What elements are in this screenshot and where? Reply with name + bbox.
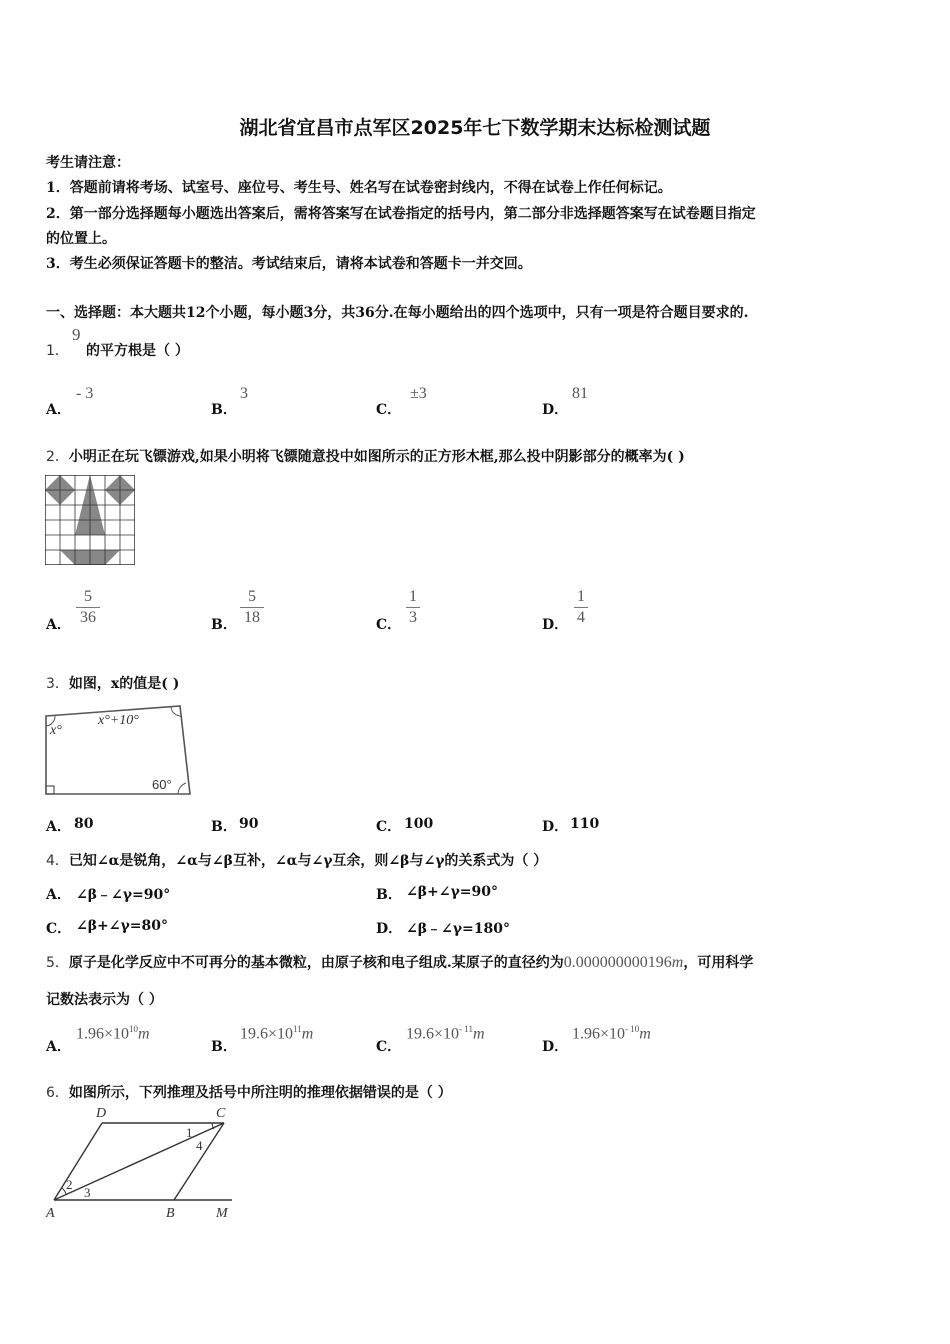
label-angle-1: 1 [186, 1125, 193, 1140]
question-2 [46, 446, 685, 466]
q5-option-b-label: B． [211, 1039, 237, 1055]
notice-item-3: 3．考生必须保证答题卡的整洁。考试结束后，请将本试卷和答题卡一并交回。 [46, 256, 532, 272]
q1-option-c-value: ±3 [410, 385, 427, 402]
q5-option-a-label: A． [46, 1039, 71, 1055]
q2-option-c-numerator: 1 [409, 588, 417, 605]
q2-option-c-denominator: 3 [409, 609, 417, 626]
label-60: 60° [152, 777, 172, 792]
q5-option-d-value: $1.96\times 10^{- 10}m$ [572, 1024, 651, 1043]
q3-option-d-value: 110 [570, 816, 600, 832]
q4-option-b-value: ∠β+∠γ=90° [406, 884, 498, 900]
q3-option-d-label: D． [542, 819, 569, 835]
q2-option-a-denominator: 36 [80, 609, 96, 626]
q5-option-d-label: D． [542, 1039, 569, 1055]
q4-option-c-value: ∠β+∠γ=80° [76, 918, 168, 934]
q2-option-b-numerator: 5 [248, 588, 256, 605]
q1-number: 1． [46, 343, 69, 359]
question-4 [46, 850, 547, 870]
q4-option-a-value: ∠β﹣∠γ=90° [76, 887, 171, 903]
label-b: B [166, 1206, 175, 1221]
question-6 [46, 1082, 452, 1102]
q1-option-a-label: A． [46, 402, 71, 418]
q3-option-a-value: 80 [74, 816, 94, 832]
q2-option-a-fraction [76, 588, 100, 627]
q3-option-c-label: C． [376, 819, 402, 835]
q2-text: 小明正在玩飞镖游戏,如果小明将飞镖随意投中如图所示的正方形木框,那么投中阴影部分的概率为( ) [68, 449, 685, 465]
label-x: x° [50, 723, 62, 738]
label-c: C [216, 1106, 226, 1121]
q2-number: 2． [46, 449, 69, 465]
q5-text-b: ，可用科学 [683, 955, 754, 971]
q4-option-d-label: D． [376, 921, 403, 937]
q1-option-d-label: D． [542, 402, 569, 418]
notice-item-2: 2．第一部分选择题每小题选出答案后，需将答案写在试卷指定的括号内，第二部分非选择题答案写在试卷题目指定 [46, 206, 756, 222]
label-m: M [216, 1206, 228, 1221]
q4-text: 已知∠α是锐角，∠α与∠β互补，∠α与∠γ互余，则∠β与∠γ的关系式为（ ） [68, 853, 548, 869]
q2-option-b-label: B． [211, 617, 237, 633]
q4-option-b-label: B． [376, 887, 402, 903]
label-angle-4: 4 [196, 1138, 203, 1153]
question-1 [46, 340, 69, 360]
q1-option-b-value: 3 [240, 385, 248, 402]
q5-value: 0.000000000196 [563, 954, 672, 971]
q3-option-c-value: 100 [404, 816, 434, 832]
q5-text-c: 记数法表示为（ ） [46, 992, 163, 1008]
label-x-plus-10: x°+10° [98, 713, 139, 728]
q5-option-c-value: $19.6\times 10^{- 11}m$ [406, 1024, 485, 1043]
q1-option-c-label: C． [376, 402, 402, 418]
notice-item-1: 1．答题前请将考场、试室号、座位号、考生号、姓名写在试卷密封线内，不得在试卷上作任何标记。 [46, 180, 672, 196]
q5-unit: m [671, 954, 684, 971]
q2-option-b-fraction [240, 588, 264, 627]
q1-option-b-label: B． [211, 402, 237, 418]
q3-option-b-label: B． [211, 819, 237, 835]
q2-option-d-numerator: 1 [577, 588, 585, 605]
q2-option-a-label: A． [46, 617, 71, 633]
label-a: A [46, 1206, 55, 1221]
q4-option-a-label: A． [46, 887, 71, 903]
q3-option-a-label: A． [46, 819, 71, 835]
q1-option-d-value: 81 [572, 385, 588, 402]
q1-radicand: 9 [72, 325, 81, 344]
section-heading: 一、选择题：本大题共12个小题，每小题3分，共36分.在每小题给出的四个选项中，只有一项是符合题目要求的. [46, 305, 749, 321]
q2-option-d-fraction [574, 588, 588, 627]
q3-number: 3． [46, 676, 69, 692]
q1-text: 的平方根是（ ） [86, 343, 189, 359]
quadrilateral-figure [40, 700, 200, 800]
q2-option-c-label: C． [376, 617, 402, 633]
question-3 [46, 673, 179, 693]
page-title: 湖北省宜昌市点军区2025年七下数学期末达标检测试题 [239, 117, 711, 139]
label-angle-3: 3 [84, 1185, 91, 1200]
notice-heading: 考生请注意： [46, 155, 130, 171]
question-5 [46, 952, 753, 972]
notice-item-2-cont: 的位置上。 [46, 231, 116, 247]
q3-text: 如图，x的值是( ) [68, 676, 180, 692]
angle-arc-60 [178, 783, 186, 794]
q5-text-a: 原子是化学反应中不可再分的基本微粒，由原子核和电子组成.某原子的直径约为 [68, 955, 564, 971]
q2-option-a-numerator: 5 [84, 588, 92, 605]
q2-option-b-denominator: 18 [244, 609, 260, 626]
q6-text: 如图所示，下列推理及括号中所注明的推理依据错误的是（ ） [68, 1085, 452, 1101]
q1-option-a-value: - 3 [76, 385, 94, 402]
q5-number: 5． [46, 955, 69, 971]
right-angle-mark [46, 786, 54, 794]
q4-option-c-label: C． [46, 921, 72, 937]
parallelogram-figure [40, 1105, 240, 1223]
q3-option-b-value: 90 [239, 816, 259, 832]
q5-option-a-value: $1.96\times 10^{10}m$ [76, 1024, 150, 1043]
q2-option-d-label: D． [542, 617, 569, 633]
q5-option-c-label: C． [376, 1039, 402, 1055]
q4-number: 4． [46, 853, 69, 869]
q5-option-b-value: $19.6\times 10^{11}m$ [240, 1024, 314, 1043]
q6-number: 6． [46, 1085, 69, 1101]
dartboard-figure [45, 475, 135, 565]
label-angle-2: 2 [66, 1177, 73, 1192]
q2-option-d-denominator: 4 [577, 609, 585, 626]
label-d: D [96, 1106, 107, 1121]
q4-option-d-value: ∠β﹣∠γ=180° [406, 921, 510, 937]
q2-option-c-fraction [406, 588, 420, 627]
